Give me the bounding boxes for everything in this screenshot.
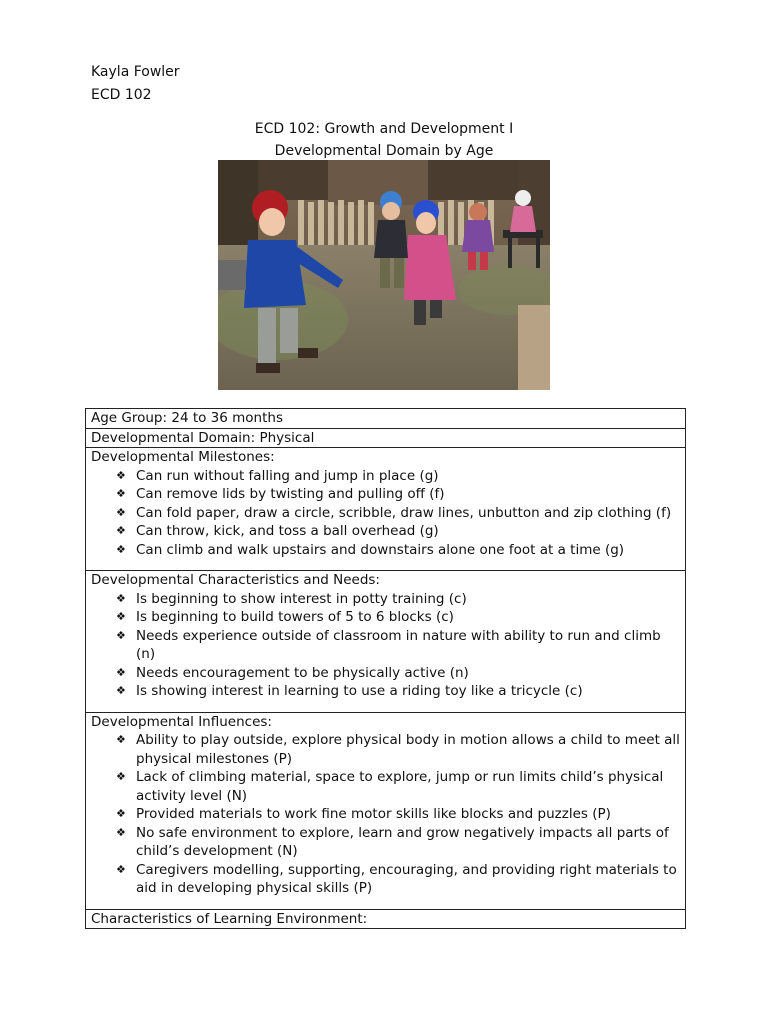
needs-list — [91, 590, 680, 701]
author-block — [91, 61, 180, 107]
list-item: ❖ Can fold paper, draw a circle, scribble, draw lines, unbutton and zip clothing (f) — [116, 504, 680, 523]
environment-label: Characteristics of Learning Environment: — [91, 910, 368, 927]
list-item: ❖ No safe environment to explore, learn and grow negatively impacts all parts of child’s development (N) — [116, 824, 680, 861]
milestones-label: Developmental Milestones: — [91, 449, 275, 465]
age-group-value: 24 to 36 months — [171, 410, 283, 426]
age-group-label: Age Group: — [91, 410, 168, 426]
author-name: Kayla Fowler — [91, 64, 180, 80]
list-item: ❖ Needs experience outside of classroom in nature with ability to run and climb (n) — [116, 627, 680, 664]
needs-row — [86, 571, 686, 713]
list-item: ❖ Can throw, kick, and toss a ball overhead (g) — [116, 522, 680, 541]
needs-label: Developmental Characteristics and Needs: — [91, 572, 380, 588]
list-item: ❖ Is beginning to show interest in potty training (c) — [116, 590, 680, 609]
domain-row — [86, 428, 686, 448]
list-item: ❖ Can climb and walk upstairs and downstairs alone one foot at a time (g) — [116, 541, 680, 560]
document-subtitle: Developmental Domain by Age — [274, 143, 494, 159]
list-item: ❖ Is showing interest in learning to use a riding toy like a tricycle (c) — [116, 682, 680, 701]
domain-label: Developmental Domain: — [91, 429, 256, 446]
children-running-photo — [218, 160, 550, 390]
age-group-row — [86, 409, 686, 429]
course-code: ECD 102 — [91, 87, 152, 103]
list-item: ❖ Can remove lids by twisting and pulling off (f) — [116, 485, 680, 504]
milestones-row — [86, 448, 686, 571]
list-item: ❖ Can run without falling and jump in place (g) — [116, 467, 680, 486]
list-item: ❖ Provided materials to work fine motor skills like blocks and puzzles (P) — [116, 805, 680, 824]
document-title: ECD 102: Growth and Development I — [254, 121, 514, 137]
list-item: ❖ Lack of climbing material, space to explore, jump or run limits child’s physical activity level (N) — [116, 768, 680, 805]
list-item: ❖ Needs encouragement to be physically active (n) — [116, 664, 680, 683]
influences-row — [86, 712, 686, 909]
domain-table — [85, 408, 686, 929]
list-item: ❖ Ability to play outside, explore physical body in motion allows a child to meet all physical milestones (P) — [116, 731, 680, 768]
environment-row — [86, 909, 686, 929]
influences-list — [91, 731, 680, 898]
list-item: ❖ Caregivers modelling, supporting, encouraging, and providing right materials to aid in developing physical skills (P) — [116, 861, 680, 898]
milestones-list — [91, 467, 680, 560]
domain-value: Physical — [259, 429, 315, 446]
influences-label: Developmental Influences: — [91, 713, 272, 730]
list-item: ❖ Is beginning to build towers of 5 to 6 blocks (c) — [116, 608, 680, 627]
